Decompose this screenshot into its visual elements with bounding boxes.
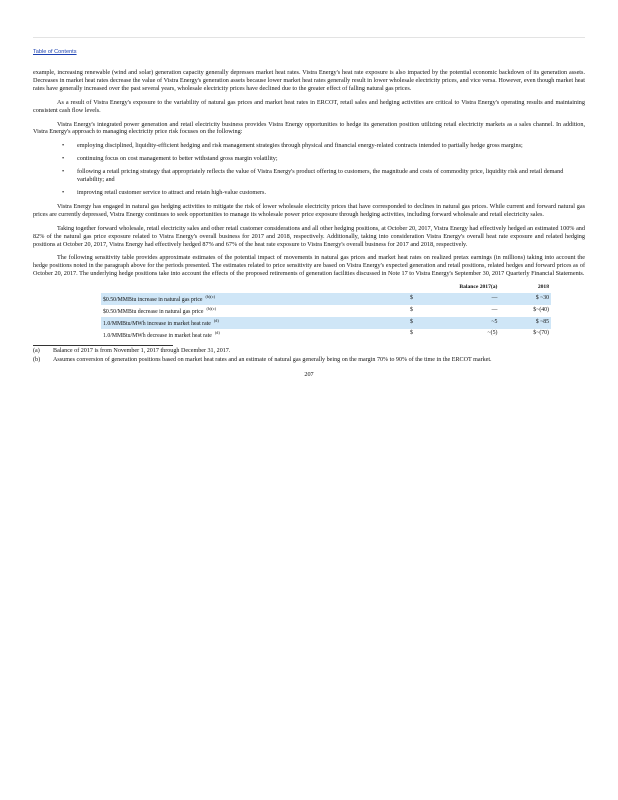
paragraph-natural-gas-hedging: Vistra Energy has engaged in natural gas hedging activities to mitigate the risk of lower wholesale electricity prices that have corresponded to declines in natural gas prices. While current and forward natural gas prices are currently depressed, Vistra Energy continues to seek opportunities to manage its wholesale power price exposure through hedging activities, including forward wholesale and retail electricity sales. — [33, 202, 585, 218]
bullet-icon: • — [62, 168, 65, 176]
value-2017: — — [491, 306, 498, 313]
table-row — [101, 317, 551, 329]
value-2018: $~(70) — [533, 330, 549, 337]
list-item-text: improving retail customer service to attract and retain high-value customers. — [77, 188, 266, 196]
value-2017: ~5 — [429, 317, 499, 329]
risk-approach-list — [33, 142, 585, 197]
footnote-ref: (d) — [214, 329, 220, 335]
column-header-2017: Balance 2017(a) — [459, 284, 498, 291]
footnote — [33, 348, 585, 356]
list-item — [33, 155, 585, 163]
row-label: $0.50/MMBtu increase in natural gas price$^{(b)(c)}$ — [101, 293, 408, 305]
list-item — [33, 142, 585, 150]
table-of-contents-link[interactable]: Table of Contents — [33, 49, 77, 55]
footnote-ref: (d) — [213, 317, 219, 323]
table-header-row — [101, 284, 551, 293]
value-2017: ~(5) — [487, 330, 498, 337]
value-2017: — — [429, 293, 499, 305]
currency-symbol: $ — [410, 306, 413, 313]
paragraph-heat-rate-exposure: example, increasing renewable (wind and solar) generation capacity generally depresses market heat rates. Vistra Energy's heat rate exposure is also impacted by the potential economic backdown of its generation assets. Decreases in market heat rates decrease the value of Vistra Energy's generation assets because lower market heat rates generally result in lower wholesale electricity prices, and vice versa. However, even though market heat rates have generally increased over the past several years, wholesale electricity prices have declined due to the greater effect of falling natural gas prices. — [33, 69, 585, 92]
footnote-mark: (b) — [33, 356, 41, 363]
footnote-text: Assumes conversion of generation positions based on market heat rates and an estimate of natural gas generally being on the margin 70% to 90% of the time in the ERCOT market. — [53, 356, 492, 363]
row-label: 1.0/MMBtu/MWh decrease in market heat rate$^{(d)}$ — [103, 329, 220, 339]
bullet-icon: • — [62, 142, 65, 150]
list-item-text: following a retail pricing strategy that appropriately reflects the value of Vistra Energy's product offering to customers, the magnitude and costs of commodity price, liquidity risk and retail demand variability; and — [77, 168, 564, 184]
document-body — [33, 69, 585, 378]
footnote-text: Balance of 2017 is from November 1, 2017 through December 31, 2017. — [53, 348, 231, 355]
paragraph-integrated-business: Vistra Energy's integrated power generation and retail electricity business provides Vistra Energy opportunities to hedge its generation position utilizing retail electricity markets as a sales channel. In addition, Vistra Energy's approach to managing electricity price risk focuses on the following: — [33, 120, 585, 136]
table-row — [101, 329, 551, 341]
list-item-text: employing disciplined, liquidity-efficient hedging and risk management strategies through physical and financial energy-related contracts intended to partially hedge gross margins; — [77, 142, 523, 150]
column-header-2018: 2018 — [537, 284, 549, 291]
row-label: 1.0/MMBtu/MWh increase in market heat rate$^{(d)}$ — [101, 317, 408, 329]
footnote-divider — [33, 345, 173, 346]
footnote — [33, 357, 585, 365]
sensitivity-table — [101, 284, 551, 340]
paragraph-hedge-percentages: Taking together forward wholesale, retail electricity sales and other retail customer considerations and all other hedging positions, at October 20, 2017, Vistra Energy had effectively hedged an estimated 100% and 82% of the natural gas price exposure related to Vistra Energy's overall business for 2017 and 2018, respectively. Additionally, taking into consideration Vistra Energy's overall heat rate exposure and related hedging positions at October 20, 2017, Vistra Energy had effectively hedged 87% and 67% of the heat rate exposure to Vistra Energy's overall business for 2017 and 2018, respectively. — [33, 224, 585, 248]
currency-symbol: $ — [408, 293, 429, 305]
value-2018: $~(40) — [533, 306, 549, 313]
page-number: 207 — [304, 370, 314, 378]
bullet-icon: • — [62, 155, 65, 163]
list-item — [33, 168, 585, 184]
paragraph-ercot-variability: As a result of Vistra Energy's exposure to the variability of natural gas prices and market heat rates in ERCOT, retail sales and hedging activities are critical to Vistra Energy's operating results and maintaining consistent cash flow levels. — [33, 98, 585, 114]
footnote-ref: (b)(c) — [206, 305, 216, 311]
bullet-icon: • — [62, 188, 65, 196]
value-2018: $ ~30 — [499, 293, 551, 305]
header-divider — [33, 37, 585, 38]
footnote-mark: (a) — [33, 348, 40, 355]
currency-symbol: $ — [408, 317, 429, 329]
list-item — [33, 189, 585, 197]
value-2018: $ ~85 — [499, 317, 551, 329]
row-label: $0.50/MMBtu decrease in natural gas price$^{(b)(c)}$ — [103, 305, 216, 315]
currency-symbol: $ — [410, 330, 413, 337]
table-row — [101, 305, 551, 317]
footnote-ref: (b)(c) — [205, 294, 216, 300]
paragraph-sensitivity-intro: The following sensitivity table provides approximate estimates of the potential impact of movements in natural gas prices and market heat rates on realized pretax earnings (in millions) taking into account the hedge positions noted in the paragraph above for the periods presented. The estimates related to price sensitivity are based on Vistra Energy's expected generation and retail positions, related hedges and forward prices as of October 20, 2017. The underlying hedge positions take into account the effects of the proposed retirements of generation facilities discussed in Note 17 to Vistra Energy's September 30, 2017 Quarterly Financial Statements. — [33, 254, 585, 278]
list-item-text: continuing focus on cost management to better withstand gross margin volatility; — [77, 155, 278, 163]
table-row — [101, 293, 551, 305]
